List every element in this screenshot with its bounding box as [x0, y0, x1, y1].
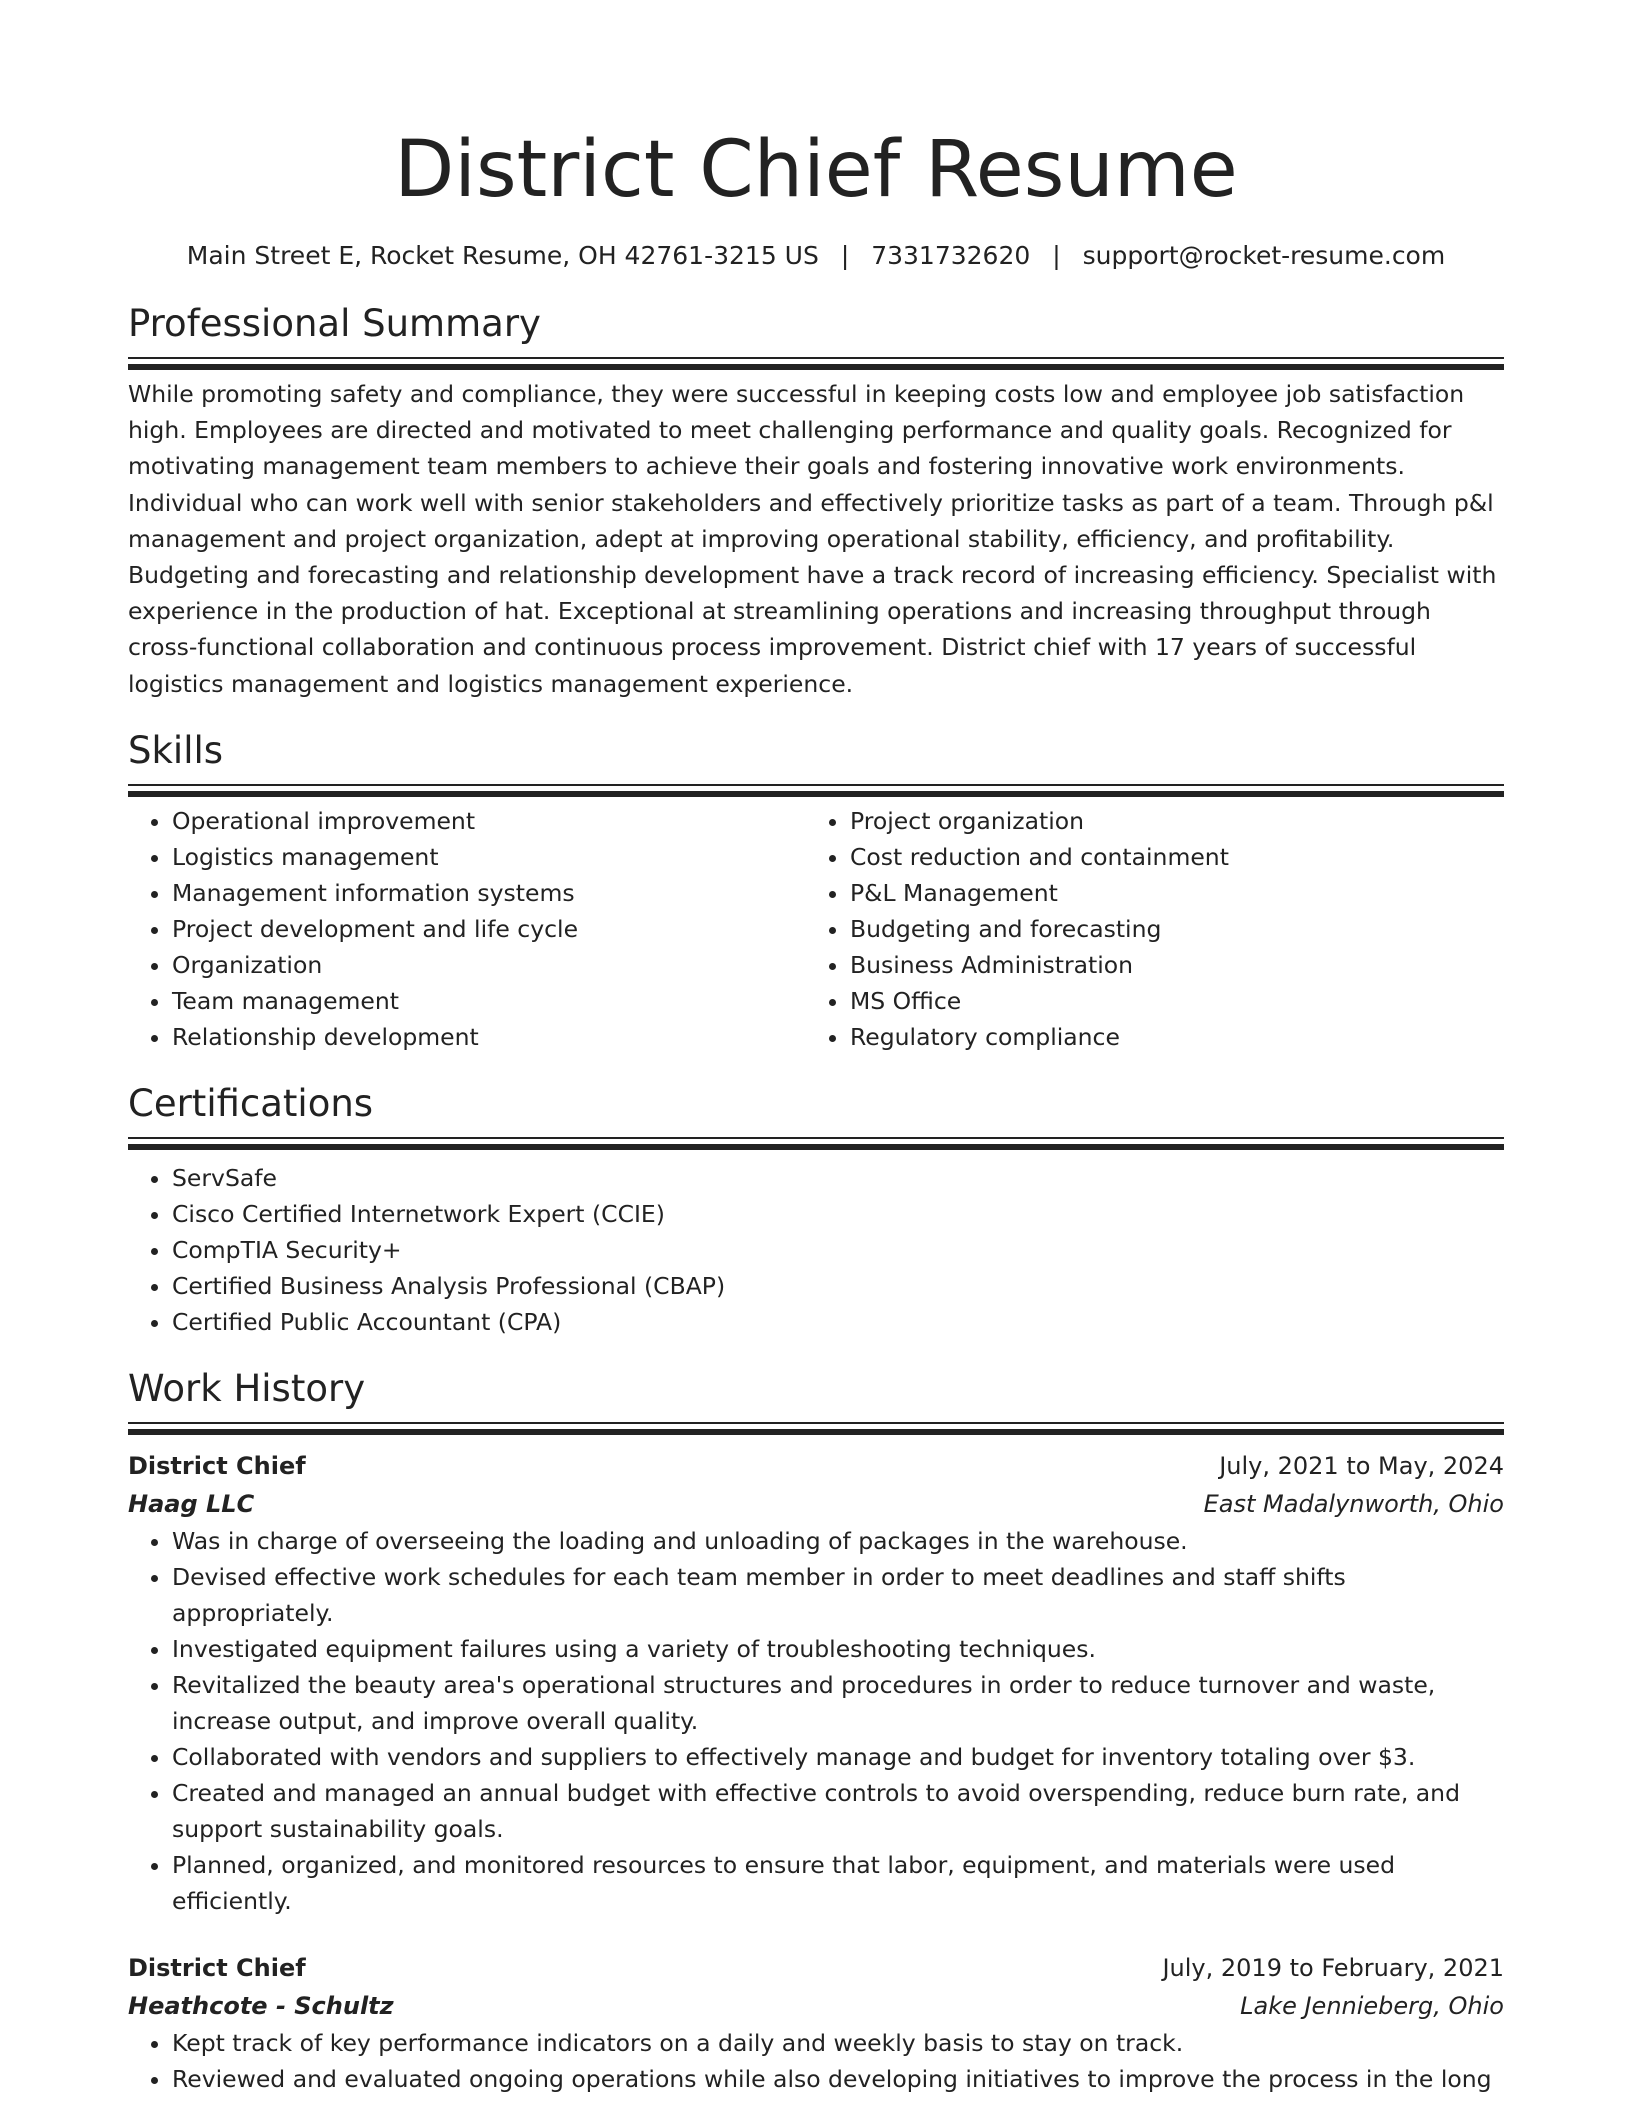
job-dates: July, 2021 to May, 2024 [1219, 1451, 1504, 1480]
certifications-list [128, 1160, 1504, 1340]
job-company: Haag LLC [128, 1489, 255, 1518]
skill-item: • Organization [172, 947, 806, 983]
contact-email: support@rocket-resume.com [1082, 241, 1446, 270]
certification-item: • Certified Business Analysis Professional (CBAP) [172, 1268, 1504, 1304]
certifications-section [128, 1079, 1504, 1340]
skill-item: • Relationship development [172, 1019, 806, 1055]
job-header-row [128, 1949, 1504, 1987]
skill-item: • MS Office [850, 983, 1484, 1019]
contact-phone: 7331732620 [871, 241, 1031, 270]
section-divider [128, 1137, 1504, 1152]
job-dates: July, 2019 to February, 2021 [1162, 1953, 1504, 1982]
section-divider [128, 784, 1504, 799]
job-bullet: • Planned, organized, and monitored resources to ensure that labor, equipment, and materials were used efficiently. [172, 1847, 1504, 1919]
job-title: District Chief [128, 1451, 306, 1480]
skills-right-list [806, 803, 1484, 1055]
skills-columns [128, 803, 1504, 1055]
job-entry [128, 1949, 1504, 2097]
job-bullet: • Investigated equipment failures using a variety of troubleshooting techniques. [172, 1631, 1504, 1667]
contact-line [128, 236, 1504, 276]
job-bullet: • Was in charge of overseeing the loading and unloading of packages in the warehouse. [172, 1523, 1504, 1559]
job-bullet: • Reviewed and evaluated ongoing operations while also developing initiatives to improve the process in the long [172, 2061, 1504, 2097]
job-bullet: • Devised effective work schedules for each team member in order to meet deadlines and staff shifts appropriately. [172, 1559, 1504, 1631]
skill-item: • Regulatory compliance [850, 1019, 1484, 1055]
job-bullet: • Revitalized the beauty area's operational structures and procedures in order to reduce turnover and waste, increase output, and improve overall quality. [172, 1667, 1504, 1739]
job-title: District Chief [128, 1953, 306, 1982]
contact-address: Main Street E, Rocket Resume, OH 42761-3215 US [186, 241, 819, 270]
skills-left-column [128, 803, 806, 1055]
skill-item: • Management information systems [172, 875, 806, 911]
skill-item: • Team management [172, 983, 806, 1019]
summary-text: While promoting safety and compliance, they were successful in keeping costs low and employee job satisfaction high. Employees are directed and motivated to meet challenging performance and quality goals. Recognized for motivating management team members to achieve their goals and fostering innovative work environments. Individual who can work well with senior stakeholders and effectively prioritize tasks as part of a team. Through p&l management and project organization, adept at improving operational stability, efficiency, and profitability. Budgeting and forecasting and relationship development have a track record of increasing efficiency. Specialist with experience in the production of hat. Exceptional at streamlining operations and increasing throughput through cross-functional collaboration and continuous process improvement. District chief with 17 years of successful logistics management and logistics management experience. [128, 380, 1497, 698]
job-location: Lake Jennieberg, Ohio [1240, 1991, 1504, 2020]
job-subheader-row [128, 1987, 1504, 2025]
contact-separator: | [1052, 241, 1061, 270]
skill-item: • Project organization [850, 803, 1484, 839]
skills-heading: Skills [128, 728, 224, 772]
section-divider [128, 1422, 1504, 1437]
job-company: Heathcote - Schultz [128, 1991, 394, 2020]
summary-heading: Professional Summary [128, 302, 541, 345]
job-bullet-list [128, 2025, 1504, 2097]
skills-left-list [128, 803, 806, 1055]
work-history-heading: Work History [128, 1366, 366, 1410]
contact-separator: | [840, 241, 850, 270]
job-bullet: • Collaborated with vendors and suppliers to effectively manage and budget for inventory totaling over $3. [172, 1739, 1504, 1775]
job-entry [128, 1447, 1504, 1919]
job-bullet: • Created and managed an annual budget with effective controls to avoid overspending, reduce burn rate, and support sustainability goals. [172, 1775, 1504, 1847]
job-location: East Madalynworth, Ohio [1203, 1489, 1504, 1518]
resume-content [128, 118, 1504, 2097]
section-divider [128, 357, 1504, 372]
certification-item: • Certified Public Accountant (CPA) [172, 1304, 1504, 1340]
job-bullet-list [128, 1523, 1504, 1919]
skill-item: • Cost reduction and containment [850, 839, 1484, 875]
job-bullet: • Kept track of key performance indicators on a daily and weekly basis to stay on track. [172, 2025, 1504, 2061]
skill-item: • P&L Management [850, 875, 1484, 911]
certification-item: • Cisco Certified Internetwork Expert (CCIE) [172, 1196, 1504, 1232]
skills-right-column [806, 803, 1484, 1055]
certifications-heading: Certifications [128, 1081, 374, 1125]
certification-item: • ServSafe [172, 1160, 1504, 1196]
resume-title: District Chief Resume [394, 125, 1238, 215]
summary-section [128, 299, 1504, 702]
certification-item: • CompTIA Security+ [172, 1232, 1504, 1268]
skills-section [128, 726, 1504, 1055]
skill-item: • Business Administration [850, 947, 1484, 983]
skill-item: • Operational improvement [172, 803, 806, 839]
work-history-section [128, 1364, 1504, 2097]
job-header-row [128, 1447, 1504, 1485]
skill-item: • Project development and life cycle [172, 911, 806, 947]
skill-item: • Budgeting and forecasting [850, 911, 1484, 947]
skill-item: • Logistics management [172, 839, 806, 875]
job-subheader-row [128, 1485, 1504, 1523]
